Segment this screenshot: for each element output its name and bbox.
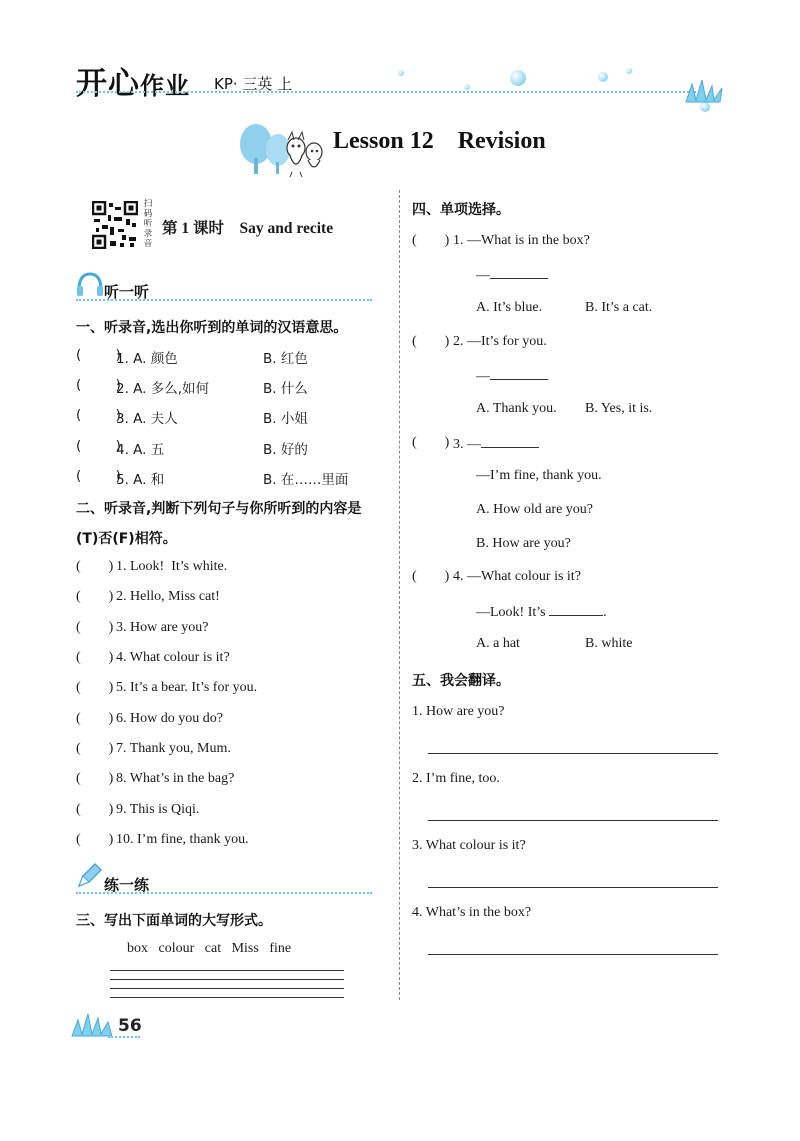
answer-paren[interactable]: ( )	[76, 468, 121, 484]
option-a: 2. A. 多么,如何	[116, 381, 210, 397]
option-b: B. How are you?	[476, 536, 571, 551]
fill-blank	[490, 266, 548, 279]
lesson-title: Lesson 12 Revision	[333, 128, 546, 154]
answer-paren[interactable]: ( )	[412, 334, 450, 349]
answer-paren[interactable]: ( )	[76, 347, 121, 363]
grass-decoration-icon	[684, 78, 726, 104]
question-stem: 1. —What is in the box?	[453, 233, 590, 248]
section2-heading-cont: (T)否(F)相符。	[76, 531, 177, 547]
brand-part1: 开心	[76, 66, 140, 102]
book-edition: KP· 三英 上	[214, 75, 293, 93]
option-b: B. 在……里面	[263, 472, 349, 488]
statement: 2. Hello, Miss cat!	[116, 589, 220, 604]
translate-prompt: 4. What’s in the box?	[412, 905, 532, 920]
option-a: A. It’s blue.	[476, 300, 543, 315]
page-number: 56	[118, 1016, 142, 1036]
pencil-icon	[75, 862, 103, 890]
listen-section-label: 听一听	[104, 283, 150, 301]
answer-paren[interactable]: ( )	[412, 435, 450, 450]
answer-paren[interactable]: ( )	[76, 377, 121, 393]
reply-line[interactable]: —	[476, 367, 548, 385]
book-brand	[76, 58, 190, 103]
answer-paren[interactable]: ( )	[76, 711, 114, 726]
statement: 10. I’m fine, thank you.	[116, 832, 249, 847]
question-stem: 2. —It’s for you.	[453, 334, 547, 349]
answer-paren[interactable]: ( )	[76, 771, 114, 786]
reply-line: —I’m fine, thank you.	[476, 468, 602, 483]
option-b: B. Yes, it is.	[585, 401, 653, 416]
option-a: A. a hat	[476, 636, 520, 651]
option-b: B. white	[585, 636, 633, 651]
answer-line[interactable]	[428, 954, 718, 955]
practice-section-label: 练一练	[104, 876, 150, 894]
capitalize-words: box colour cat Miss fine	[127, 941, 292, 956]
reply-line[interactable]: —	[476, 266, 548, 284]
answer-paren[interactable]: ( )	[76, 741, 114, 756]
statement: 9. This is Qiqi.	[116, 802, 200, 817]
option-b: B. 红色	[263, 351, 308, 367]
answer-paren[interactable]: ( )	[76, 650, 114, 665]
option-a: A. Thank you.	[476, 401, 557, 416]
handwriting-lines[interactable]	[110, 970, 344, 1000]
column-divider	[399, 190, 400, 1000]
question-stem: 4. —What colour is it?	[453, 569, 581, 584]
qr-code-icon[interactable]	[92, 201, 138, 249]
page-number-underline	[108, 1036, 140, 1038]
header-divider	[76, 91, 696, 93]
answer-paren[interactable]: ( )	[76, 589, 114, 604]
answer-paren[interactable]: ( )	[412, 233, 450, 248]
section5-heading: 五、我会翻译。	[412, 673, 510, 689]
section3-heading: 三、写出下面单词的大写形式。	[76, 913, 272, 929]
option-b: B. 小姐	[263, 411, 308, 427]
translate-prompt: 2. I’m fine, too.	[412, 771, 500, 786]
reply-line[interactable]: —Look! It’s .	[476, 605, 607, 620]
section4-heading: 四、单项选择。	[412, 202, 510, 218]
statement: 4. What colour is it?	[116, 650, 230, 665]
option-b: B. It’s a cat.	[585, 300, 653, 315]
listen-bar-line	[76, 299, 372, 301]
question-stem[interactable]: 3. —	[453, 435, 539, 453]
period-topic: Say and recite	[239, 220, 334, 237]
practice-bar-line	[76, 892, 372, 894]
answer-paren[interactable]: ( )	[76, 407, 121, 423]
translate-prompt: 3. What colour is it?	[412, 838, 526, 853]
lesson-period	[162, 216, 333, 238]
trees-illustration-icon	[232, 122, 328, 178]
answer-line[interactable]	[428, 820, 718, 821]
fill-blank	[549, 603, 603, 616]
bubble-decoration	[510, 70, 526, 86]
answer-paren[interactable]: ( )	[76, 680, 114, 695]
fill-blank	[481, 435, 539, 448]
statement: 3. How are you?	[116, 620, 209, 635]
bubble-decoration	[464, 84, 470, 90]
option-a: 5. A. 和	[116, 472, 165, 488]
option-b: B. 什么	[263, 381, 308, 397]
option-b: B. 好的	[263, 442, 308, 458]
qr-caption: 扫 码 听 录 音	[143, 199, 153, 249]
grass-decoration-icon	[70, 1012, 116, 1038]
answer-paren[interactable]: ( )	[76, 802, 114, 817]
bubble-decoration	[398, 70, 404, 76]
bubble-decoration	[626, 68, 632, 74]
option-a: A. How old are you?	[476, 502, 594, 517]
statement: 8. What’s in the bag?	[116, 771, 235, 786]
period-label: 第 1 课时	[162, 220, 225, 237]
answer-paren[interactable]: ( )	[76, 620, 114, 635]
statement: 7. Thank you, Mum.	[116, 741, 231, 756]
answer-paren[interactable]: ( )	[76, 438, 121, 454]
bubble-decoration	[598, 72, 608, 82]
statement: 6. How do you do?	[116, 711, 223, 726]
brand-part2: 作业	[140, 72, 190, 100]
answer-line[interactable]	[428, 887, 718, 888]
headphones-icon	[75, 270, 105, 298]
option-a: 1. A. 颜色	[116, 351, 178, 367]
option-a: 4. A. 五	[116, 442, 165, 458]
section2-heading: 二、听录音,判断下列句子与你所听到的内容是	[76, 501, 362, 517]
answer-paren[interactable]: ( )	[76, 832, 114, 847]
section1-heading: 一、听录音,选出你听到的单词的汉语意思。	[76, 320, 348, 336]
translate-prompt: 1. How are you?	[412, 704, 505, 719]
fill-blank	[490, 367, 548, 380]
statement: 5. It’s a bear. It’s for you.	[116, 680, 258, 695]
statement: 1. Look! It’s white.	[116, 559, 228, 574]
answer-paren[interactable]: ( )	[412, 569, 450, 584]
answer-paren[interactable]: ( )	[76, 559, 114, 574]
option-a: 3. A. 夫人	[116, 411, 178, 427]
answer-line[interactable]	[428, 753, 718, 754]
